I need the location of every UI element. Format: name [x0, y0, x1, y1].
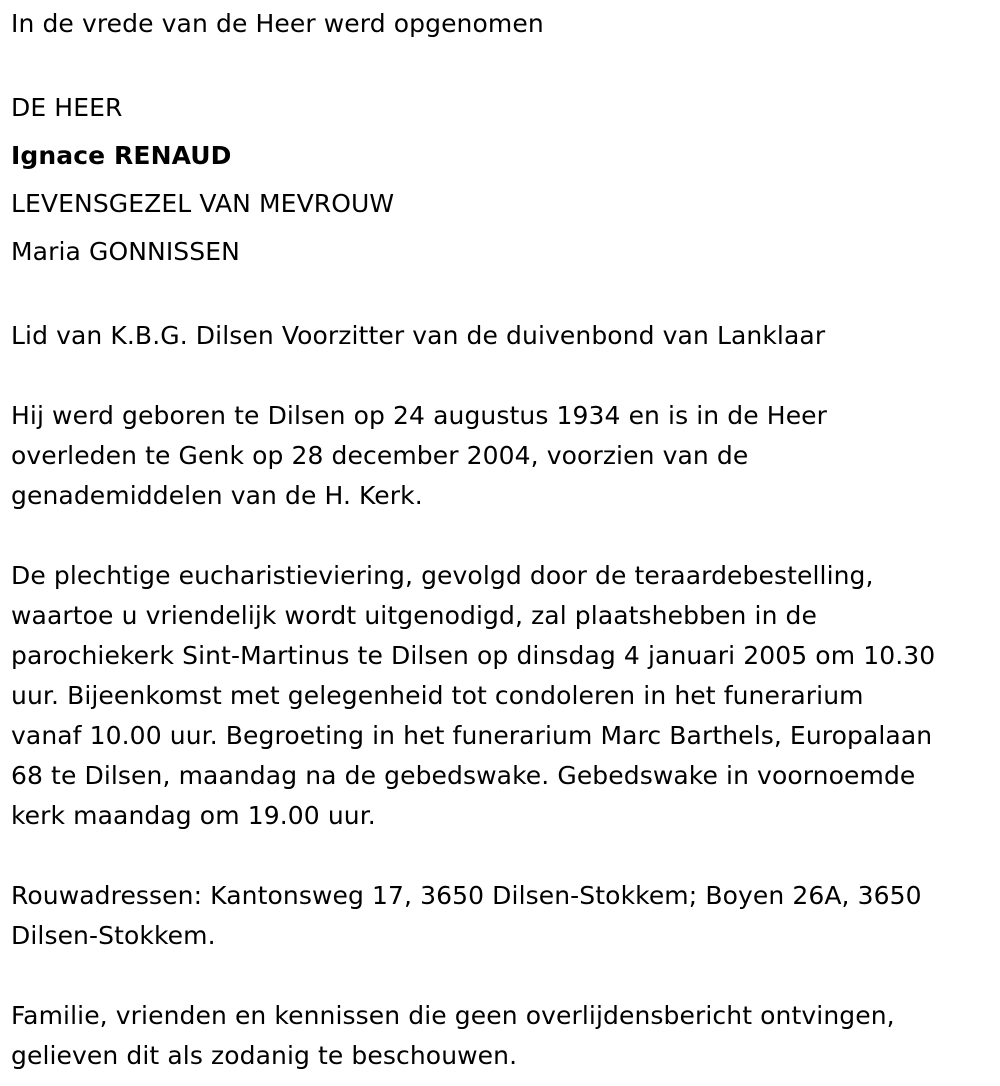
membership-text: Lid van K.B.G. Dilsen Voorzitter van de duivenbond van Lanklaar: [11, 321, 826, 350]
paragraph-line: 68 te Dilsen, maandag na de gebedswake. Gebedswake in voornoemde: [11, 761, 916, 790]
paragraph-line: De plechtige eucharistieviering, gevolgd door de teraardebestelling,: [11, 561, 874, 590]
honorific: DE HEER: [11, 93, 123, 122]
spacer: [11, 956, 993, 996]
paragraph-line: gelieven dit als zodanig te beschouwen.: [11, 1041, 518, 1070]
paragraph-line: Rouwadressen: Kantonsweg 17, 3650 Dilsen-Stokkem; Boyen 26A, 3650: [11, 881, 922, 910]
paragraph-line: Familie, vrienden en kennissen die geen overlijdensbericht ontvingen,: [11, 1001, 895, 1030]
paragraph-line: Dilsen-Stokkem.: [11, 921, 216, 950]
paragraph-line: kerk maandag om 19.00 uur.: [11, 801, 376, 830]
spacer: [11, 276, 993, 316]
paragraph-line: genademiddelen van de H. Kerk.: [11, 481, 423, 510]
paragraph-line: parochiekerk Sint-Martinus te Dilsen op dinsdag 4 januari 2005 om 10.30: [11, 641, 936, 670]
paragraph-line: Hij werd geboren te Dilsen op 24 augustus 1934 en is in de Heer: [11, 401, 828, 430]
closing-paragraph: [11, 996, 993, 1076]
spacer: [11, 44, 993, 84]
spacer: [11, 836, 993, 876]
ceremony-paragraph: [11, 556, 993, 836]
intro-text: In de vrede van de Heer werd opgenomen: [11, 9, 544, 38]
addresses-paragraph: [11, 876, 993, 956]
paragraph-line: waartoe u vriendelijk wordt uitgenodigd, zal plaatshebben in de: [11, 601, 818, 630]
birth-death-paragraph: [11, 396, 993, 516]
relation-text: LEVENSGEZEL VAN MEVROUW: [11, 189, 395, 218]
paragraph-line: vanaf 10.00 uur. Begroeting in het funerarium Marc Barthels, Europalaan: [11, 721, 933, 750]
death-notice: [11, 4, 993, 1076]
deceased-name: Ignace RENAUD: [11, 141, 232, 170]
paragraph-line: overleden te Genk op 28 december 2004, voorzien van de: [11, 441, 749, 470]
spacer: [11, 516, 993, 556]
paragraph-line: uur. Bijeenkomst met gelegenheid tot condoleren in het funerarium: [11, 681, 864, 710]
partner-name: Maria GONNISSEN: [11, 237, 240, 266]
spacer: [11, 356, 993, 396]
